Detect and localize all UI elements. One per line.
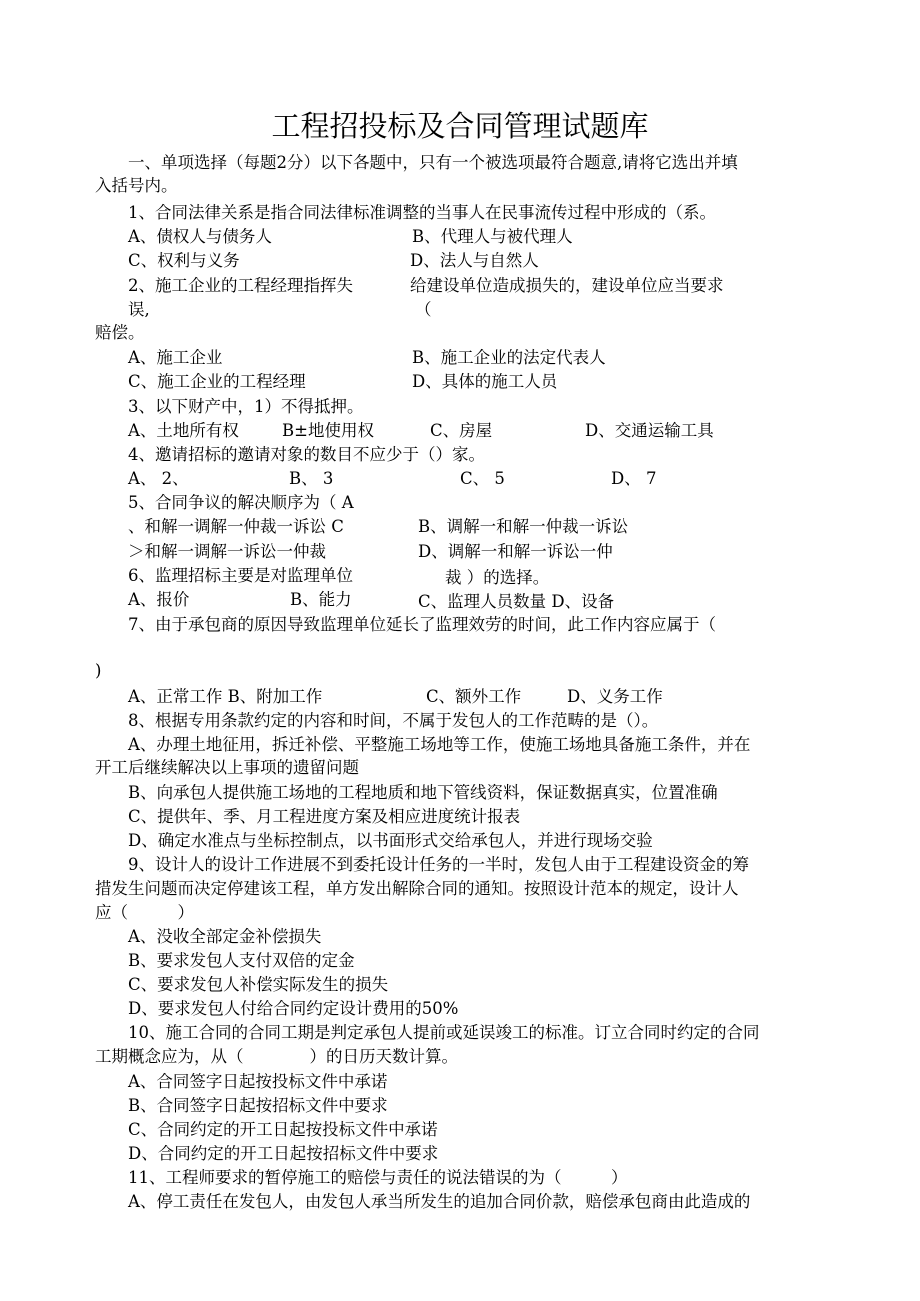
q10-option-b: B、合同签字日起按招标文件中要求 [128,1096,388,1115]
q10-option-c: C、合同约定的开工日起按投标文件中承诺 [128,1120,438,1139]
q3-option-c: C、房屋 [430,421,493,440]
q1-stem: 1、合同法律关系是指合同法律标准调整的当事人在民事流传过程中形成的（系。 [128,203,716,222]
q9-option-d: D、要求发包人付给合同约定设计费用的50% [128,999,459,1018]
q9-stem: 9、设计人的设计工作进展不到委托设计任务的一半时，发包人由于工程建设资金的筹 [128,855,749,874]
q7-option-c: C、额外工作 [426,687,522,706]
q4-option-c: C、 5 [460,469,505,488]
q3-stem: 3、以下财产中，1）不得抵押。 [128,397,364,416]
section-intro: 一、单项选择（每题2分）以下各题中，只有一个被选项最符合题意,请将它选出并填 [128,153,738,172]
q2-stem-part5: 赔偿。 [95,323,145,342]
q2-stem-part3: 误, [128,300,150,319]
q8-stem: 8、根据专用条款约定的内容和时间，不属于发包人的工作范畴的是（）。 [128,711,659,730]
q9-option-a: A、没收全部定金补偿损失 [128,927,322,946]
q9-stem-line2: 措发生问题而决定停建该工程，单方发出解除合同的通知。按照设计范本的规定，设计人 [95,879,739,898]
q5-line3-left: ＞和解一调解一诉讼一仲裁 [128,542,326,561]
q2-option-c: C、施工企业的工程经理 [128,372,306,391]
q1-option-b: B、代理人与被代理人 [412,227,573,246]
q5-stem: 5、合同争议的解决顺序为（ A [128,493,354,512]
q2-stem-part1: 2、施工企业的工程经理指挥失 [128,276,353,295]
q8-option-a-cont: 开工后继续解决以上事项的遗留问题 [95,758,359,777]
q5-line3-right: D、调解一和解一诉讼一仲 [418,542,613,561]
page-title: 工程招投标及合同管理试题库 [271,109,649,143]
q3-option-a: A、土地所有权 [128,421,239,440]
section-intro-cont: 入括号内。 [95,176,178,195]
q4-option-b: B、 3 [289,469,334,488]
q10-stem: 10、施工合同的合同工期是判定承包人提前或延误竣工的标准。订立合同时约定的合同 [128,1023,760,1042]
q7-stem: 7、由于承包商的原因导致监理单位延长了监理效劳的时间，此工作内容应属于（ [128,615,716,634]
q2-option-a: A、施工企业 [128,348,223,367]
q7-option-d: D、义务工作 [567,687,663,706]
q7-stem-end: ) [95,661,102,680]
q2-option-d: D、具体的施工人员 [412,372,558,391]
q8-option-b: B、向承包人提供施工场地的工程地质和地下管线资料，保证数据真实，位置准确 [128,783,718,802]
q6-option-a: A、报价 [128,590,190,609]
q9-option-b: B、要求发包人支付双倍的定金 [128,951,355,970]
q5-line2-right: B、调解一和解一仲裁一诉讼 [418,517,629,536]
q7-option-ab: A、正常工作 B、附加工作 [128,687,323,706]
q2-option-b: B、施工企业的法定代表人 [412,348,606,367]
q9-option-c: C、要求发包人补偿实际发生的损失 [128,975,389,994]
q10-option-d: D、合同约定的开工日起按招标文件中要求 [128,1144,439,1163]
q11-option-a: A、停工责任在发包人，由发包人承当所发生的追加合同价款，赔偿承包商由此造成的 [128,1192,751,1211]
q8-option-a: A、办理土地征用，拆迁补偿、平整施工场地等工作，使施工场地具备施工条件，并在 [128,735,751,754]
q6-option-cd: C、监理人员数量 D、设备 [418,592,615,611]
q1-option-a: A、债权人与债务人 [128,227,272,246]
q2-stem-part2: 给建设单位造成损失的，建设单位应当要求 [410,276,724,295]
q6-stem-right: 裁 ）的选择。 [445,568,550,587]
q3-option-d: D、交通运输工具 [585,421,714,440]
q1-option-c: C、权利与义务 [128,251,240,270]
q4-option-a: A、 2、 [128,469,189,488]
q5-line2-left: 、和解一调解一仲裁一诉讼 C [128,517,344,536]
q3-option-b: B±地使用权 [282,421,374,440]
q10-stem-line2: 工期概念应为，从（ ）的日历天数计算。 [95,1047,458,1066]
q4-stem: 4、邀请招标的邀请对象的数目不应少于（）家。 [128,445,485,464]
q1-option-d: D、法人与自然人 [410,251,539,270]
q8-option-d: D、确定水准点与坐标控制点，以书面形式交给承包人，并进行现场交验 [128,831,653,850]
q9-stem-line3: 应（ ） [95,903,194,922]
q10-option-a: A、合同签字日起按投标文件中承诺 [128,1072,388,1091]
q6-stem: 6、监理招标主要是对监理单位 [128,566,353,585]
q4-option-d: D、 7 [611,469,657,488]
q8-option-c: C、提供年、季、月工程进度方案及相应进度统计报表 [128,807,521,826]
q6-option-b: B、能力 [290,590,352,609]
q2-stem-part4: （ [415,300,432,319]
q11-stem: 11、工程师要求的暂停施工的赔偿与责任的说法错误的为（ ） [128,1168,628,1187]
